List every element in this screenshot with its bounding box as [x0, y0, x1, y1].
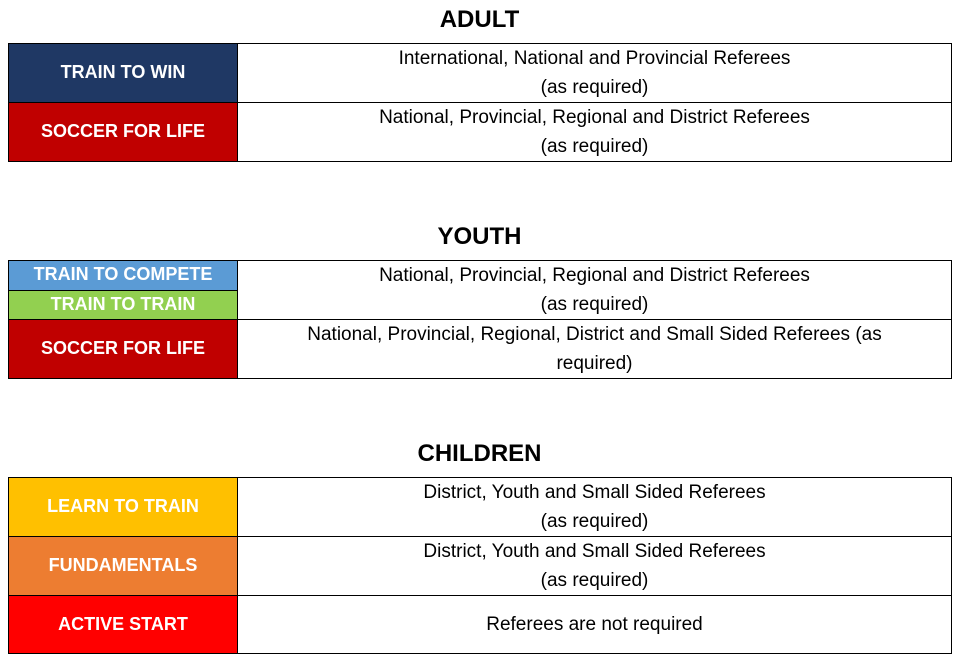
stage-train-to-train: TRAIN TO TRAIN: [9, 290, 238, 320]
stage-train-to-compete: TRAIN TO COMPETE: [9, 261, 238, 291]
adult-table: [8, 43, 952, 162]
table-row: [9, 537, 952, 596]
section-title-children: CHILDREN: [417, 440, 542, 467]
stage-train-to-win: TRAIN TO WIN: [9, 44, 238, 103]
table-row: [9, 596, 952, 654]
stage-fundamentals: FUNDAMENTALS: [9, 537, 238, 596]
stage-soccer-for-life: SOCCER FOR LIFE: [9, 103, 238, 162]
table-row: [9, 44, 952, 103]
referee-description: District, Youth and Small Sided Referees (as required): [238, 537, 952, 596]
section-title-youth: YOUTH: [437, 223, 522, 250]
section-title-adult: ADULT: [439, 6, 520, 33]
stage-active-start: ACTIVE START: [9, 596, 238, 654]
stage-learn-to-train: LEARN TO TRAIN: [9, 478, 238, 537]
stage-soccer-for-life: SOCCER FOR LIFE: [9, 320, 238, 379]
referee-description: National, Provincial, Regional, District and Small Sided Referees (as required): [238, 320, 952, 379]
referee-description: Referees are not required: [238, 596, 952, 654]
table-row: [9, 320, 952, 379]
referee-description: National, Provincial, Regional and District Referees (as required): [238, 103, 952, 162]
table-row: [9, 261, 952, 291]
children-table: [8, 477, 952, 654]
referee-description: International, National and Provincial Referees (as required): [238, 44, 952, 103]
referee-description: National, Provincial, Regional and District Referees (as required): [238, 261, 952, 320]
table-row: [9, 478, 952, 537]
youth-table: [8, 260, 952, 379]
table-row: [9, 103, 952, 162]
referee-description: District, Youth and Small Sided Referees (as required): [238, 478, 952, 537]
